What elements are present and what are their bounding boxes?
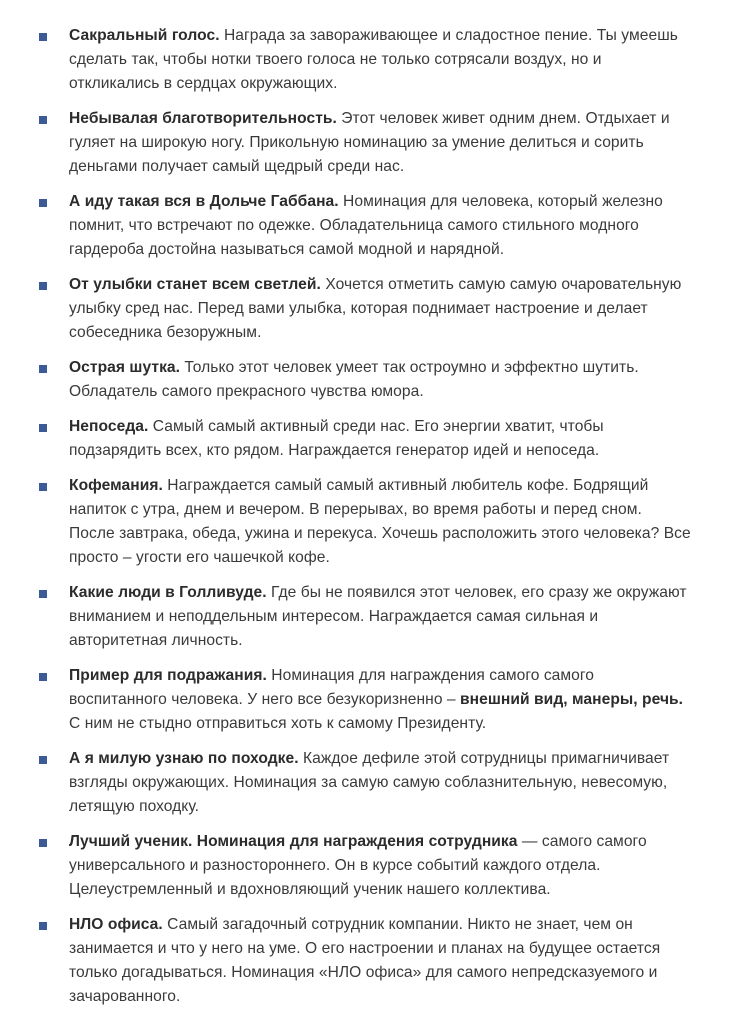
list-item <box>0 581 737 653</box>
nomination-text: Каждое дефиле этой сотрудницы примагничивает взгляды окружающих. Номинация за самую самую соблазнительную, невесомую, летящую походку. <box>69 750 670 815</box>
square-bullet-icon <box>39 839 47 847</box>
nomination-emphasis: внешний вид, манеры, речь. <box>460 691 684 708</box>
list-item <box>0 747 737 819</box>
list-item <box>0 356 737 404</box>
square-bullet-icon <box>39 33 47 41</box>
nomination-text: Награда за завораживающее и сладостное пение. Ты умеешь сделать так, чтобы нотки твоего голоса не только сотрясали воздух, но и откликались в сердцах окружающих. <box>69 27 678 92</box>
nomination-title: Сакральный голос. <box>69 27 220 44</box>
nomination-title: Непоседа. <box>69 418 149 435</box>
nomination-text: — самого самого универсального и разностороннего. Он в курсе событий каждого отдела. Целеустремленный и вдохновляющий ученик нашего коллектива. <box>69 833 647 898</box>
nomination-text: Этот человек живет одним днем. Отдыхает и гуляет на широкую ногу. Прикольную номинацию за умение делиться и сорить деньгами получает самый щедрый среди нас. <box>69 110 670 175</box>
nomination-title: Острая шутка. <box>69 359 181 376</box>
nomination-title: НЛО офиса. <box>69 916 163 933</box>
nomination-title: Кофемания. <box>69 477 163 494</box>
list-item <box>0 664 737 736</box>
nomination-text: Номинация для человека, который железно помнит, что встречают по одежке. Обладательница самого стильного модного гардероба достойна называться самой модной и нарядной. <box>69 193 663 258</box>
list-item <box>0 107 737 179</box>
nomination-text: Награждается самый самый активный любитель кофе. Бодрящий напиток с утра, днем и вечером. В перерывах, во время работы и перед сном. После завтрака, обеда, ужина и перекуса. Хочешь расположить этого человека? Все просто – угости его чашечкой кофе. <box>69 477 691 566</box>
square-bullet-icon <box>39 365 47 373</box>
nomination-title: Какие люди в Голливуде. <box>69 584 267 601</box>
nomination-text: Где бы не появился этот человек, его сразу же окружают вниманием и неподдельным интересом. Награждается самая сильная и авторитетная личность. <box>69 584 687 649</box>
square-bullet-icon <box>39 673 47 681</box>
list-item <box>0 913 737 1009</box>
square-bullet-icon <box>39 483 47 491</box>
nomination-title: От улыбки станет всем светлей. <box>69 276 321 293</box>
square-bullet-icon <box>39 756 47 764</box>
square-bullet-icon <box>39 199 47 207</box>
list-item <box>0 273 737 345</box>
nomination-title: А иду такая вся в Дольче Габбана. <box>69 193 339 210</box>
nomination-title: А я милую узнаю по походке. <box>69 750 299 767</box>
list-item <box>0 415 737 463</box>
nomination-text-continued: С ним не стыдно отправиться хоть к самому Президенту. <box>69 715 487 732</box>
nomination-text: Самый самый активный среди нас. Его энергии хватит, чтобы подзарядить всех, кто рядом. Награждается генератор идей и непоседа. <box>69 418 604 459</box>
list-item <box>0 474 737 570</box>
square-bullet-icon <box>39 590 47 598</box>
nomination-text: Хочется отметить самую самую очаровательную улыбку сред нас. Перед вами улыбка, которая поднимает настроение и делает собеседника безоружным. <box>69 276 682 341</box>
nomination-text: Самый загадочный сотрудник компании. Никто не знает, чем он занимается и что у него на уме. О его настроении и планах на будущее остается только догадываться. Номинация «НЛО офиса» для самого непредсказуемого и зачарованного. <box>69 916 661 1005</box>
square-bullet-icon <box>39 116 47 124</box>
list-item <box>0 830 737 902</box>
nomination-title: Пример для подражания. <box>69 667 267 684</box>
list-item <box>0 190 737 262</box>
nomination-text: Только этот человек умеет так остроумно и эффектно шутить. Обладатель самого прекрасного чувства юмора. <box>69 359 639 400</box>
square-bullet-icon <box>39 282 47 290</box>
square-bullet-icon <box>39 922 47 930</box>
nomination-title: Лучший ученик. Номинация для награждения сотрудника <box>69 833 518 850</box>
nomination-title: Небывалая благотворительность. <box>69 110 337 127</box>
square-bullet-icon <box>39 424 47 432</box>
list-item <box>0 24 737 96</box>
nomination-text: Номинация для награждения самого самого воспитанного человека. У него все безукоризненно – <box>69 667 595 708</box>
